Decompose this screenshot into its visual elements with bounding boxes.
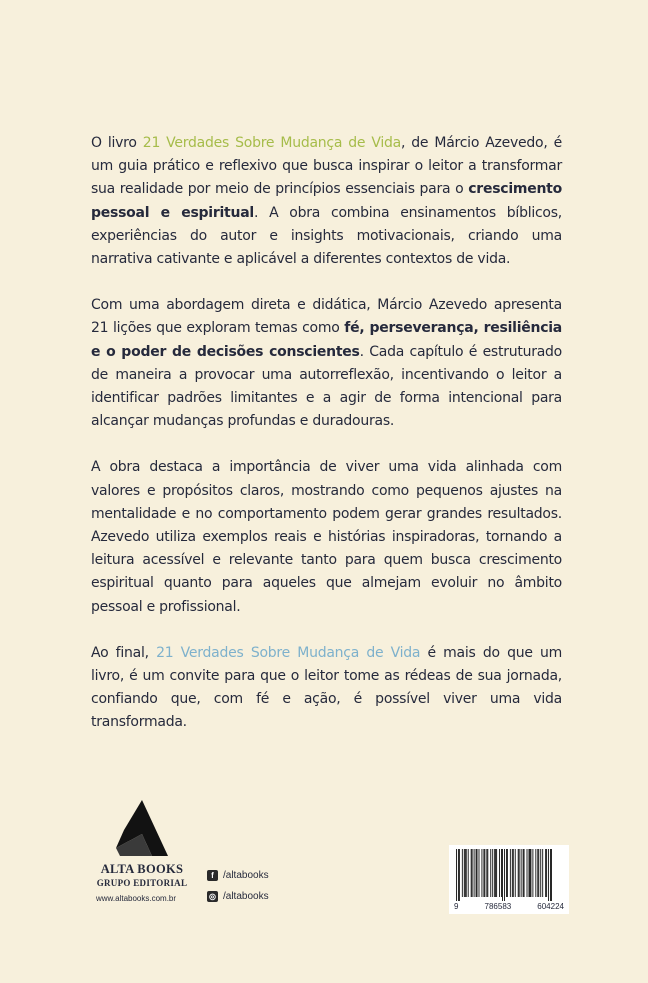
book-title: 21 Verdades Sobre Mudança de Vida — [156, 644, 421, 661]
back-cover-text — [91, 132, 562, 758]
barcode-bar — [462, 849, 463, 897]
instagram-handle: /altabooks — [223, 891, 269, 902]
paragraph-4: Ao final, 21 Verdades Sobre Mudança de Vida é mais do que um livro, é um convite para que o leitor tome as rédeas de sua jornada, confiando que, com fé e ação, é possível viver uma vida transformada. — [91, 644, 562, 731]
barcode-bar — [476, 849, 477, 897]
barcode-bars — [454, 849, 554, 901]
barcode-bar — [529, 849, 530, 897]
barcode-bar — [512, 849, 513, 897]
barcode-bar — [545, 849, 546, 897]
barcode-bar — [501, 849, 502, 897]
barcode-bar — [502, 849, 503, 901]
publisher-subtitle: GRUPO EDITORIAL — [96, 878, 188, 888]
isbn-barcode — [449, 845, 569, 914]
barcode-bar — [513, 849, 514, 897]
barcode-bar — [535, 849, 536, 897]
barcode-bar — [540, 849, 541, 897]
barcode-bar — [518, 849, 519, 897]
social-links — [207, 868, 269, 910]
barcode-bar — [472, 849, 473, 897]
barcode-digit-first: 9 — [454, 902, 459, 911]
bold-phrase: crescimento pessoal e espiritual — [91, 181, 562, 221]
alta-books-peak-icon — [114, 800, 170, 860]
barcode-bar — [507, 849, 508, 897]
barcode-bar — [519, 849, 520, 897]
paragraph-2: Com uma abordagem direta e didática, Márcio Azevedo apresenta 21 lições que exploram temas como fé, perseverança, resiliência e o poder de decisões conscientes. Cada capítulo é estruturado de maneira a provocar uma autorreflexão, incentivando o leitor a identificar padrões limitantes e a agir de forma intencional para alcançar mudanças profundas e duradouras. — [91, 297, 562, 430]
barcode-bar — [550, 849, 551, 901]
barcode-bar — [530, 849, 531, 897]
barcode-bar — [532, 849, 533, 897]
barcode-bar — [551, 849, 552, 901]
barcode-bar — [523, 849, 524, 897]
barcode-bar — [481, 849, 482, 897]
barcode-bar — [479, 849, 480, 897]
barcode-bar — [468, 849, 469, 897]
facebook-icon: f — [207, 870, 218, 881]
barcode-bar — [546, 849, 547, 897]
publisher-logo — [96, 800, 188, 888]
barcode-bar — [466, 849, 467, 897]
barcode-bar — [459, 849, 460, 901]
barcode-bar — [456, 849, 457, 901]
barcode-bar — [495, 849, 496, 897]
barcode-bar — [464, 849, 465, 897]
paragraph-3: A obra destaca a importância de viver uma vida alinhada com valores e propósitos claros, mostrando como pequenos ajustes na mentalidade e no comportamento podem gerar grandes resultados. Azevedo utiliza exemplos reais e histórias inspiradoras, tornando a leitura acessível e relevante tanto para quem busca crescimento espiritual quanto para aqueles que almejam evoluir no âmbito pessoal e profissional. — [91, 459, 562, 615]
barcode-bar — [484, 849, 485, 897]
barcode-bar — [499, 849, 500, 897]
barcode-bar — [486, 849, 487, 897]
book-title: 21 Verdades Sobre Mudança de Vida — [142, 135, 401, 151]
publisher-url[interactable]: www.altabooks.com.br — [96, 894, 177, 903]
barcode-bar — [471, 849, 472, 897]
barcode-bar — [538, 849, 539, 897]
barcode-bar — [474, 849, 475, 897]
barcode-bar — [510, 849, 511, 897]
barcode-bar — [483, 849, 484, 897]
barcode-bar — [458, 849, 459, 901]
barcode-bar — [524, 849, 525, 897]
paragraph-1: O livro 21 Verdades Sobre Mudança de Vida, de Márcio Azevedo, é um guia prático e reflexivo que busca inspirar o leitor a transformar sua realidade por meio de princípios essenciais para o crescimento pessoal e espiritual. A obra combina ensinamentos bíblicos, experiências do autor e insights motivacionais, criando uma narrativa cativante e aplicável a diferentes contextos de vida. — [91, 135, 563, 268]
barcode-digits-right: 604224 — [537, 902, 564, 911]
instagram-link[interactable] — [207, 889, 269, 904]
barcode-bar — [548, 849, 549, 901]
barcode-bar — [487, 849, 488, 897]
barcode-bar — [506, 849, 507, 897]
barcode-bar — [542, 849, 543, 897]
barcode-bar — [465, 849, 466, 897]
facebook-link[interactable] — [207, 868, 269, 883]
barcode-bar — [537, 849, 538, 897]
instagram-icon: ◎ — [207, 891, 218, 902]
barcode-bar — [515, 849, 516, 897]
barcode-bar — [504, 849, 505, 901]
publisher-name: ALTA BOOKS — [100, 862, 184, 876]
barcode-bar — [492, 849, 493, 897]
facebook-handle: /altabooks — [223, 870, 269, 881]
barcode-bar — [496, 849, 497, 897]
barcode-numbers — [454, 902, 564, 911]
barcode-bar — [490, 849, 491, 897]
barcode-bar — [477, 849, 478, 897]
barcode-bar — [494, 849, 495, 897]
barcode-digits-left: 786583 — [484, 902, 512, 911]
barcode-bar — [527, 849, 528, 897]
bold-phrase: fé, perseverança, resiliência e o poder de decisões conscientes — [91, 320, 562, 360]
barcode-bar — [521, 849, 522, 897]
barcode-bar — [530, 849, 531, 897]
